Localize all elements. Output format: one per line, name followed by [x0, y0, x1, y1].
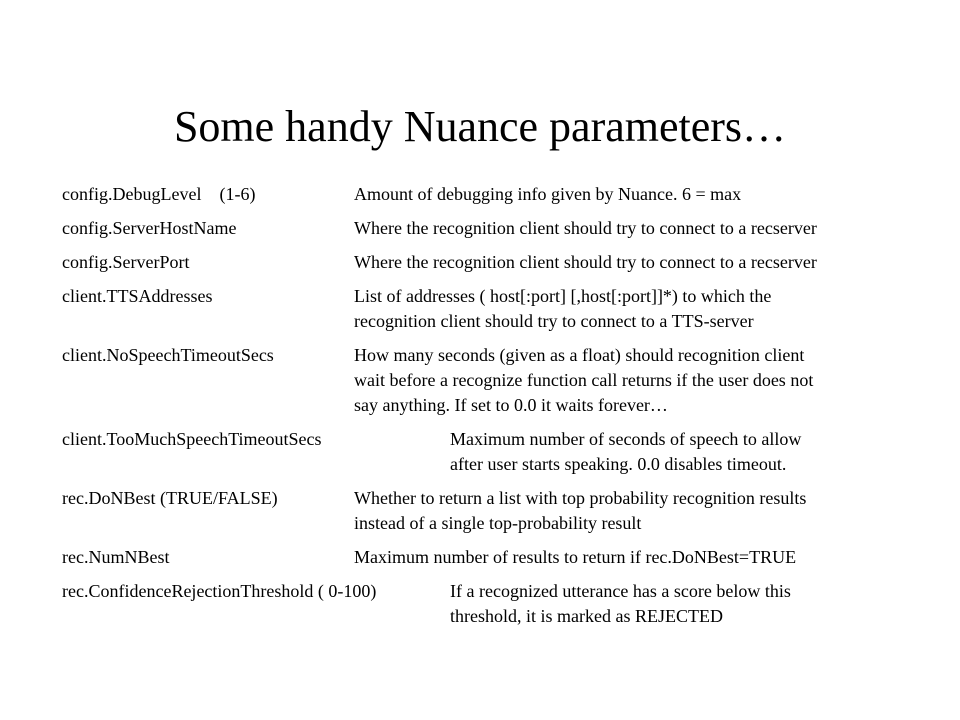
description-line: Maximum number of results to return if rec.DoNBest=TRUE	[354, 547, 797, 567]
description-line: List of addresses ( host[:port] [,host[:port]]*) to which the	[354, 286, 772, 306]
description-line: Maximum number of seconds of speech to allow	[450, 429, 802, 449]
param-name	[62, 579, 376, 604]
param-description	[354, 284, 914, 334]
description-line: instead of a single top-probability result	[354, 513, 642, 533]
param-row	[62, 343, 942, 418]
param-name-text: rec.ConfidenceRejectionThreshold	[62, 581, 314, 601]
param-row	[62, 545, 942, 570]
description-line: Amount of debugging info given by Nuance. 6 = max	[354, 184, 742, 204]
param-name: config.ServerPort	[62, 252, 190, 272]
description-line: wait before a recognize function call returns if the user does not	[354, 370, 814, 390]
description-line: Where the recognition client should try to connect to a recserver	[354, 252, 817, 272]
param-row	[62, 486, 942, 536]
param-name: config.ServerHostName	[62, 218, 237, 238]
description-line: say anything. If set to 0.0 it waits forever…	[354, 395, 668, 415]
param-name: client.NoSpeechTimeoutSecs	[62, 345, 274, 365]
param-range: (1-6)	[219, 184, 256, 204]
param-row	[62, 427, 942, 477]
param-name: rec.NumNBest	[62, 547, 170, 567]
param-row	[62, 579, 942, 629]
param-description	[354, 182, 914, 207]
param-name: rec.DoNBest (TRUE/FALSE)	[62, 488, 278, 508]
param-name: client.TooMuchSpeechTimeoutSecs	[62, 429, 322, 449]
param-name-text: config.DebugLevel	[62, 184, 202, 204]
param-row	[62, 216, 942, 241]
description-line: How many seconds (given as a float) should recognition client	[354, 345, 805, 365]
description-line: If a recognized utterance has a score below this	[450, 581, 791, 601]
slide-title: Some handy Nuance parameters…	[173, 102, 787, 151]
param-range: ( 0-100)	[317, 581, 377, 601]
param-description	[354, 486, 914, 536]
description-line: Whether to return a list with top probability recognition results	[354, 488, 807, 508]
param-description	[450, 579, 910, 629]
param-description	[354, 343, 914, 418]
param-row	[62, 250, 942, 275]
param-description	[450, 427, 910, 477]
param-row	[62, 182, 942, 207]
param-description	[354, 545, 914, 570]
description-line: Where the recognition client should try to connect to a recserver	[354, 218, 817, 238]
param-description	[354, 216, 914, 241]
description-line: recognition client should try to connect to a TTS-server	[354, 311, 754, 331]
param-name	[62, 182, 255, 207]
parameter-list	[62, 182, 942, 638]
description-line: threshold, it is marked as REJECTED	[450, 606, 723, 626]
param-row	[62, 284, 942, 334]
param-name: client.TTSAddresses	[62, 286, 213, 306]
param-description	[354, 250, 914, 275]
description-line: after user starts speaking. 0.0 disables timeout.	[450, 454, 787, 474]
